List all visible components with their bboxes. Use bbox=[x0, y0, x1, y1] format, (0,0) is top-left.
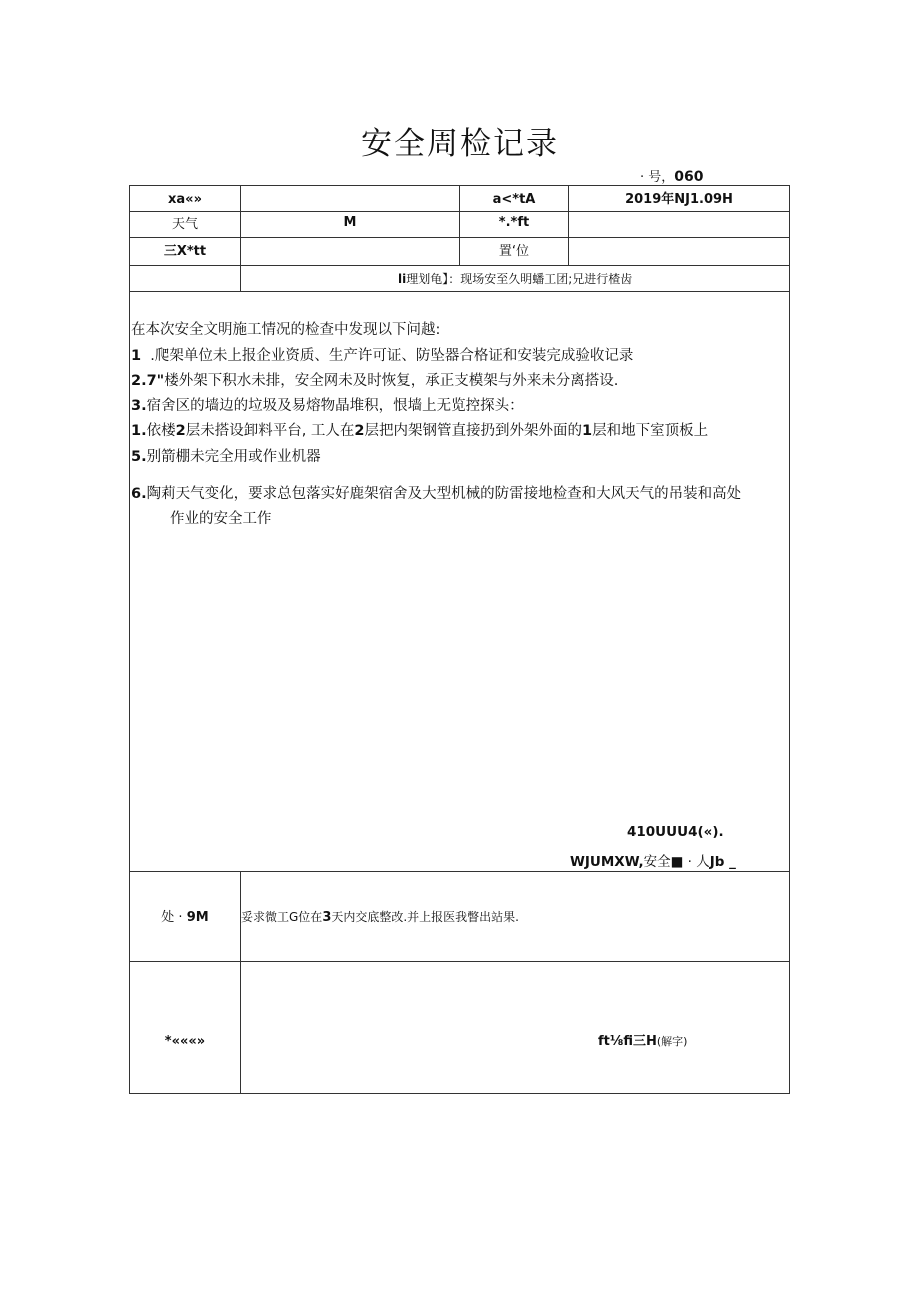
finding-item bbox=[131, 344, 633, 365]
doc-number-prefix: · 号， bbox=[640, 170, 675, 185]
finding-text: .爬架单位未上报企业资质、生产许可证、防坠器合格证和安装完成验收记录 bbox=[141, 348, 634, 364]
finding-num: 1 bbox=[131, 348, 142, 364]
handling-label-a: 处 · bbox=[161, 910, 187, 925]
finding-text: 层未搭设卸料平台, 工人在 bbox=[185, 423, 355, 439]
row-divider bbox=[129, 291, 790, 292]
handling-text-a: 妥求微工G位在 bbox=[241, 910, 323, 924]
row-divider bbox=[129, 961, 790, 962]
label-row2-col3: *.*ft bbox=[498, 215, 530, 230]
inspection-summary-text: 理划龟】：现场安至久明蟠工团;兄进行楂齿 bbox=[406, 272, 633, 286]
finding-num: 6. bbox=[131, 486, 147, 502]
review-sign-a: ft⅛fi三H bbox=[598, 1034, 657, 1049]
sign-line-2-c: Jb _ bbox=[709, 854, 736, 870]
page-title: 安全周检记录 bbox=[361, 126, 559, 162]
finding-item bbox=[131, 369, 618, 390]
handling-label bbox=[130, 910, 240, 926]
col-divider bbox=[240, 871, 241, 1093]
finding-text: 别箭棚未完全用或作业机器 bbox=[146, 449, 321, 465]
value-weather: M bbox=[343, 215, 357, 230]
finding-item bbox=[131, 445, 321, 466]
sign-line-2-a: WJUMXW, bbox=[570, 854, 644, 870]
review-sign-b: (解字) bbox=[656, 1035, 688, 1048]
finding-text: 宿舍区的墙边的垃圾及易熔物晶堆积，恨墙上无览控探头： bbox=[146, 398, 524, 414]
handling-text-c: 天内交底整改.并上报医我瞥出站果. bbox=[331, 910, 519, 924]
finding-continuation: 作业的安全工作 bbox=[170, 511, 272, 527]
finding-bold: 1 bbox=[582, 423, 593, 439]
row-divider bbox=[129, 871, 790, 872]
label-date: a<*tA bbox=[492, 192, 536, 207]
label-project: xa«» bbox=[168, 192, 202, 207]
review-sign bbox=[598, 1034, 687, 1050]
doc-number-value: 060 bbox=[674, 169, 704, 185]
finding-text: 依楼 bbox=[146, 423, 176, 439]
handling-text-b: 3 bbox=[322, 910, 332, 925]
finding-bold: 2 bbox=[175, 423, 186, 439]
label-unit: 置‘位 bbox=[498, 244, 530, 259]
review-label: *«««» bbox=[164, 1034, 206, 1049]
handling-text bbox=[241, 910, 519, 926]
finding-num: 5. bbox=[131, 449, 147, 465]
sign-line-1: 410UUU4(«). bbox=[627, 824, 724, 840]
finding-bold: 2 bbox=[354, 423, 365, 439]
label-inspector: 三X*tt bbox=[163, 244, 207, 259]
sign-line-2 bbox=[570, 854, 736, 870]
finding-text: 陶莉天气变化，要求总包落实好鹿架宿舍及大型机械的防雷接地检查和大风天气的吊装和高处 bbox=[146, 486, 742, 502]
inspection-summary-bold: li bbox=[398, 272, 407, 286]
row-divider bbox=[129, 265, 790, 266]
handling-label-b: 9M bbox=[186, 910, 209, 925]
sign-line-2-b: 安全■ · 人 bbox=[643, 854, 710, 870]
finding-text: 层把内架钢管直接扔到外架外面的 bbox=[364, 423, 583, 439]
finding-num: 1. bbox=[131, 423, 147, 439]
finding-text: 楼外架下积水未排，安全网未及时恢复，承正支模架与外来未分离搭设. bbox=[164, 373, 619, 389]
col-divider bbox=[240, 185, 241, 291]
finding-item bbox=[131, 419, 708, 440]
finding-item bbox=[131, 394, 524, 415]
value-date: 2019年NJ1.09H bbox=[625, 192, 733, 207]
doc-number bbox=[640, 166, 704, 185]
finding-item bbox=[131, 482, 741, 503]
finding-num: 2.7" bbox=[131, 373, 165, 389]
findings-intro: 在本次安全文明施工情况的检查中发现以下问越: bbox=[131, 322, 441, 338]
inspection-summary bbox=[398, 272, 632, 286]
finding-num: 3. bbox=[131, 398, 147, 414]
label-weather: 天气 bbox=[171, 217, 198, 232]
finding-text: 层和地下室顶板上 bbox=[592, 423, 709, 439]
